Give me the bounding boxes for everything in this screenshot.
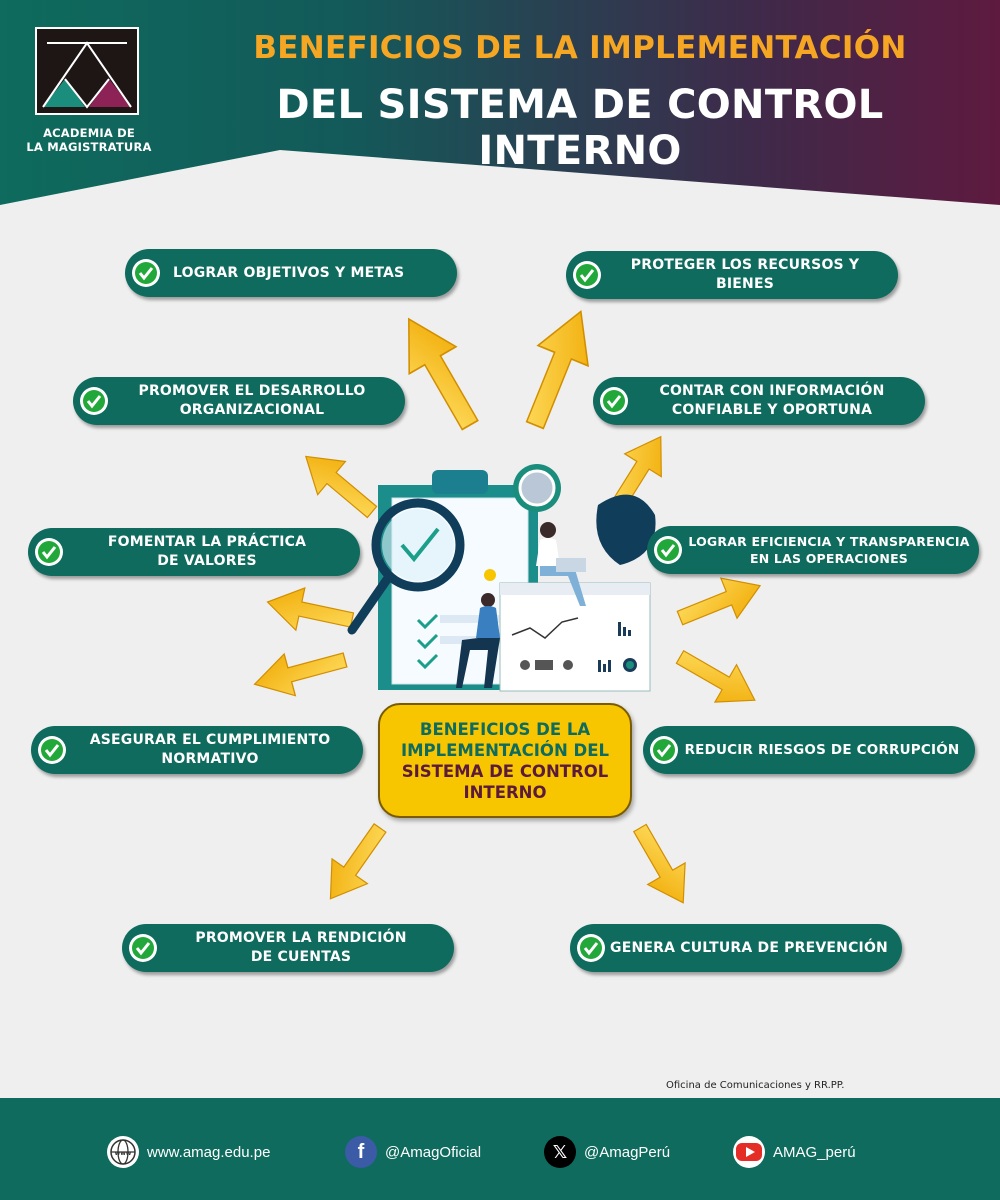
benefit-label: PROTEGER LOS RECURSOS Y BIENES: [630, 257, 860, 292]
arrow-left: [263, 581, 356, 641]
website-link[interactable]: [107, 1136, 270, 1168]
check-icon: [34, 537, 64, 567]
svg-text:www: www: [114, 1150, 132, 1157]
benefit-desarrollo-organizacional: [73, 377, 405, 425]
control-illustration: [352, 464, 656, 691]
arrow-up-right: [510, 301, 606, 435]
arrow-right: [672, 566, 768, 638]
benefit-label: FOMENTAR LA PRÁCTICA DE VALORES: [107, 534, 307, 569]
check-icon: [79, 386, 109, 416]
benefit-informacion-confiable: [593, 377, 925, 425]
arrow-upper-left: [292, 440, 386, 529]
check-icon: [576, 933, 606, 963]
logo-text: ACADEMIA DE LA MAGISTRATURA: [26, 126, 152, 154]
check-icon: [653, 535, 683, 565]
title-line-2: DEL SISTEMA DE CONTROL INTERNO: [276, 82, 884, 174]
check-icon: [599, 386, 629, 416]
central-topic-line-1: BENEFICIOS DE LA IMPLEMENTACIÓN DEL: [401, 719, 609, 760]
facebook-icon: f: [345, 1136, 377, 1168]
globe-icon: [107, 1136, 139, 1168]
x-link[interactable]: [544, 1136, 670, 1168]
check-icon: [649, 735, 679, 765]
benefit-label: GENERA CULTURA DE PREVENCIÓN: [610, 939, 888, 956]
arrow-lower-right: [669, 638, 765, 719]
benefit-label: LOGRAR EFICIENCIA Y TRANSPARENCIA EN LAS OPERACIONES: [688, 534, 970, 566]
youtube-icon: [733, 1136, 765, 1168]
benefit-cumplimiento-normativo: [31, 726, 363, 774]
benefit-cultura-prevencion: [570, 924, 902, 972]
benefit-reducir-corrupcion: [643, 726, 975, 774]
benefit-label: LOGRAR OBJETIVOS Y METAS: [173, 264, 405, 281]
youtube-link[interactable]: [733, 1136, 856, 1168]
benefit-label: ASEGURAR EL CUMPLIMIENTO NORMATIVO: [89, 732, 331, 767]
facebook-text: @AmagOficial: [385, 1143, 482, 1161]
arrow-down-right: [621, 817, 702, 913]
benefit-label: PROMOVER LA RENDICIÓN DE CUENTAS: [195, 930, 407, 965]
arrow-down-left: [313, 816, 398, 912]
benefit-label: REDUCIR RIESGOS DE CORRUPCIÓN: [684, 741, 960, 758]
x-icon: 𝕏: [544, 1136, 576, 1168]
benefit-rendicion-cuentas: [122, 924, 454, 972]
check-icon: [572, 260, 602, 290]
central-topic-box: [378, 703, 632, 818]
benefit-eficiencia-transparencia: [647, 526, 979, 574]
credit-text: Oficina de Comunicaciones y RR.PP.: [666, 1080, 845, 1091]
benefit-label: PROMOVER EL DESARROLLO ORGANIZACIONAL: [138, 383, 366, 418]
footer-bar: [0, 1098, 1000, 1200]
youtube-text: AMAG_perú: [773, 1143, 856, 1161]
check-icon: [131, 258, 161, 288]
x-text: @AmagPerú: [584, 1143, 671, 1161]
benefit-label: CONTAR CON INFORMACIÓN CONFIABLE Y OPORTUNA: [659, 383, 885, 418]
central-topic-line-2: SISTEMA DE CONTROL INTERNO: [401, 761, 609, 802]
check-icon: [37, 735, 67, 765]
benefit-lograr-objetivos: [125, 249, 457, 297]
website-text: www.amag.edu.pe: [147, 1143, 271, 1161]
check-icon: [128, 933, 158, 963]
benefit-practica-valores: [28, 528, 360, 576]
arrow-lower-left: [249, 639, 351, 705]
title-line-1: BENEFICIOS DE LA IMPLEMENTACIÓN: [253, 30, 907, 66]
benefit-proteger-recursos: [566, 251, 898, 299]
facebook-link[interactable]: [345, 1136, 481, 1168]
